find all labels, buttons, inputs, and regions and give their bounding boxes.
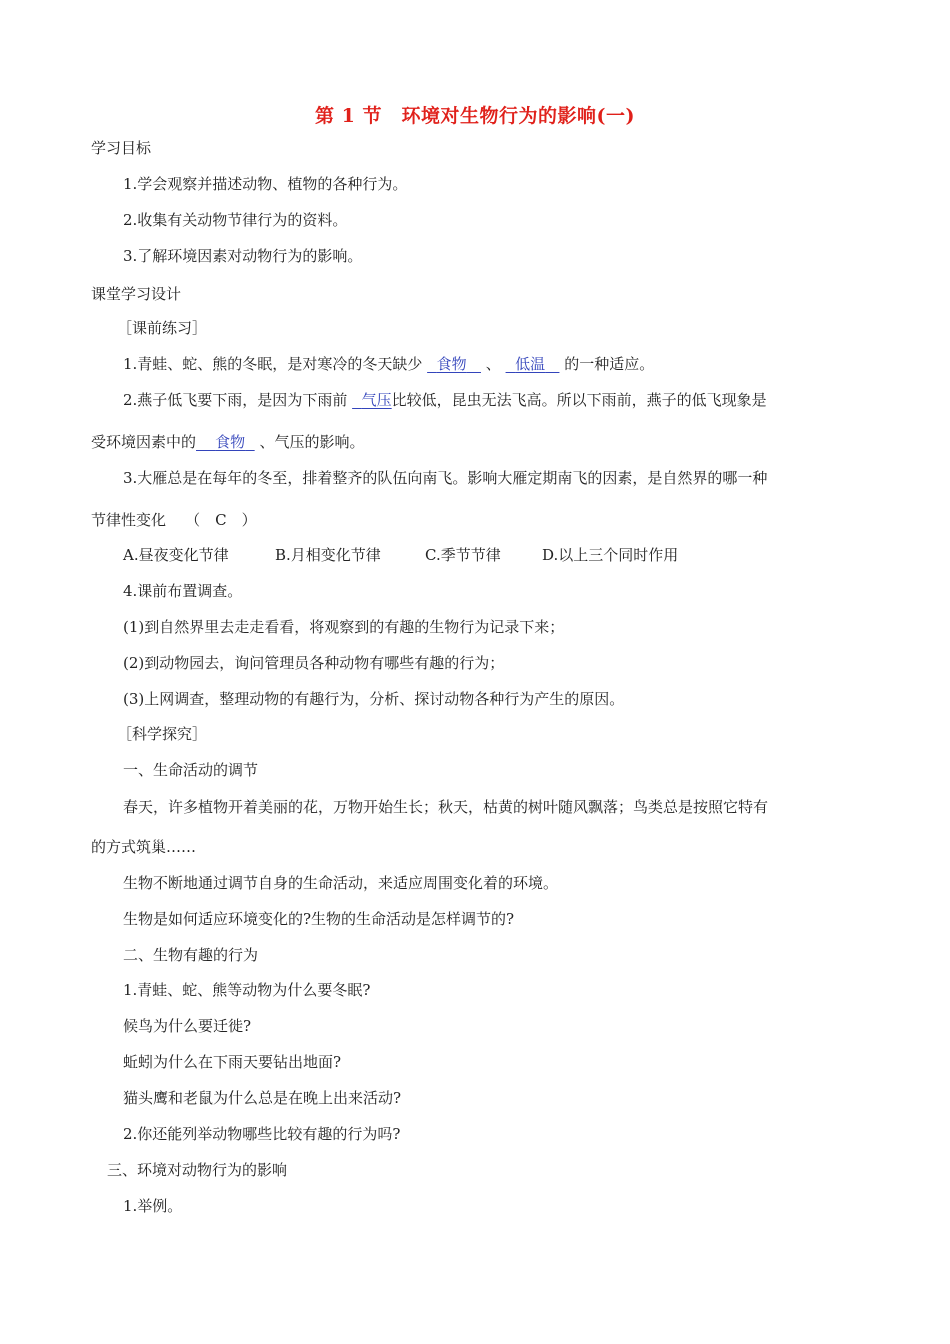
q2-line2-prefix: 受环境因素中的	[91, 433, 197, 451]
goals-heading: 学习目标	[91, 139, 152, 157]
section-3-heading: 三、环境对动物行为的影响	[107, 1161, 288, 1179]
q1-suffix: 的一种适应。	[564, 355, 655, 373]
option-b: B.月相变化节律	[275, 546, 381, 564]
section-2-item: 猫头鹰和老鼠为什么总是在晚上出来活动?	[123, 1089, 402, 1107]
section-1-paragraph-2: 生物不断地通过调节自身的生命活动，来适应周围变化着的环境。	[123, 874, 559, 892]
class-heading: 课堂学习设计	[91, 285, 182, 303]
q3-answer-paren: （ C ）	[185, 511, 257, 529]
section-1-heading: 一、生命活动的调节	[123, 761, 259, 779]
q2-answer-2: 食物	[215, 433, 246, 451]
option-d: D.以上三个同时作用	[542, 546, 679, 564]
pre-practice-heading: ［课前练习］	[117, 319, 208, 337]
section-1-paragraph-1: 春天，许多植物开着美丽的花，万物开始生长；秋天，枯黄的树叶随风飘落；鸟类总是按照它特有	[123, 798, 769, 816]
page-title: 第 1 节 环境对生物行为的影响(一)	[315, 105, 635, 127]
q1-answer-1: 食物	[436, 355, 467, 373]
q3-line2-text: 节律性变化	[91, 511, 167, 529]
option-c: C.季节节律	[425, 546, 501, 564]
q2-line2-suffix: 、气压的影响。	[259, 433, 365, 451]
q2-answer-1: 气压	[361, 391, 392, 409]
goal-item: 3.了解环境因素对动物行为的影响。	[123, 247, 363, 265]
q4-item: (1)到自然界里去走走看看，将观察到的有趣的生物行为记录下来；	[123, 618, 565, 636]
q4-item: (2)到动物园去，询问管理员各种动物有哪些有趣的行为；	[123, 654, 505, 672]
q4-item: (3)上网调查，整理动物的有趣行为，分析、探讨动物各种行为产生的原因。	[123, 690, 625, 708]
section-1-paragraph-1-cont: 的方式筑巢……	[91, 838, 197, 856]
goal-item: 1.学会观察并描述动物、植物的各种行为。	[123, 175, 408, 193]
section-3-item: 1.举例。	[123, 1197, 183, 1215]
question-3-line-2	[91, 510, 257, 530]
section-2-item: 候鸟为什么要迁徙?	[123, 1017, 252, 1035]
science-heading: ［科学探究］	[117, 725, 208, 743]
question-3-options	[123, 545, 678, 565]
goal-item: 2.收集有关动物节律行为的资料。	[123, 211, 348, 229]
section-1-paragraph-3: 生物是如何适应环境变化的?生物的生命活动是怎样调节的?	[123, 910, 515, 928]
q1-answer-2: 低温	[515, 355, 546, 373]
question-4-heading: 4.课前布置调查。	[123, 582, 243, 600]
question-1	[123, 354, 654, 374]
section-2-item: 2.你还能列举动物哪些比较有趣的行为吗?	[123, 1125, 401, 1143]
question-3-line-1: 3.大雁总是在每年的冬至，排着整齐的队伍向南飞。影响大雁定期南飞的因素，是自然界的哪一种	[123, 469, 768, 487]
q1-prefix: 1.青蛙、蛇、熊的冬眠，是对寒冷的冬天缺少	[123, 355, 423, 373]
section-2-heading: 二、生物有趣的行为	[123, 946, 259, 964]
q2-prefix: 2.燕子低飞要下雨，是因为下雨前	[123, 391, 348, 409]
question-2-line-1	[123, 390, 767, 410]
q2-suffix: 比较低，昆虫无法飞高。所以下雨前，燕子的低飞现象是	[391, 391, 767, 409]
option-a: A.昼夜变化节律	[123, 546, 229, 564]
section-2-item: 蚯蚓为什么在下雨天要钻出地面?	[123, 1053, 342, 1071]
q1-sep: 、	[485, 355, 501, 373]
question-2-line-2	[91, 432, 364, 452]
section-2-item: 1.青蛙、蛇、熊等动物为什么要冬眠?	[123, 981, 371, 999]
